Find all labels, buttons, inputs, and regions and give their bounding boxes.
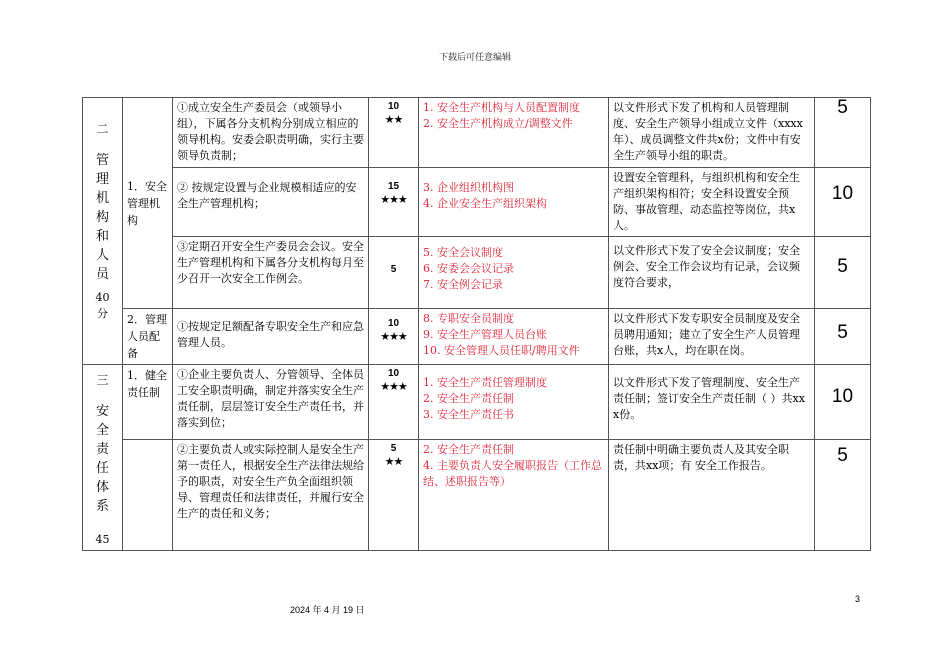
category-char: 任 (95, 461, 109, 476)
evidence-cell: 设置安全管理科，与组织机构和安全生产组织架构相符；安全科设置安全预防、事故管理、动态监控等岗位，共x人。 (609, 168, 815, 237)
category-char: 员 (95, 267, 109, 282)
category-cell (83, 365, 123, 551)
score-cell (815, 440, 871, 551)
doc-item: 10. 安全管理人员任职/聘用文件 (423, 344, 580, 357)
points-value: 10 (387, 318, 400, 329)
evidence-cell: 以文件形式下发专职安全员制度及安全员聘用通知；建立了安全生产人员管理台账，共x人，均在职在岗。 (609, 309, 815, 365)
doc-item: 1. 安全生产责任管理制度 (423, 376, 547, 389)
category-char: 和 (95, 229, 109, 244)
points-value: 15 (387, 181, 400, 192)
star-rating: ★★★ (380, 193, 407, 206)
doc-item: 5. 安全会议制度 (423, 246, 503, 259)
category-char: 人 (95, 248, 109, 263)
table-row (83, 365, 871, 440)
category-char: 体 (95, 480, 109, 495)
category-char: 构 (95, 210, 109, 225)
doc-item: 3. 安全生产责任书 (423, 408, 514, 421)
score-value: 5 (837, 256, 848, 277)
doc-item: 2. 安全生产机构成立/调整文件 (423, 117, 573, 130)
docs-cell (419, 168, 609, 237)
score-value: 5 (837, 97, 848, 118)
points-cell (369, 98, 419, 168)
points-value: 10 (387, 368, 400, 379)
doc-item: 9. 安全生产管理人员台账 (423, 328, 547, 341)
category-number: 二 (96, 122, 109, 136)
subcategory-cell: 2．管理人员配备 (123, 309, 173, 365)
category-char: 系 (95, 499, 109, 514)
points-cell (369, 309, 419, 365)
score-cell (815, 365, 871, 440)
doc-item: 3. 企业组织机构图 (423, 181, 514, 194)
score-cell (815, 98, 871, 168)
points-cell (369, 237, 419, 309)
category-char: 安 (95, 404, 109, 419)
category-score: 45 (95, 533, 110, 546)
table-row (83, 237, 871, 309)
doc-item: 4. 主要负责人安全履职报告（工作总结、述职报告等） (423, 459, 602, 489)
points-cell (369, 365, 419, 440)
points-value: 5 (390, 443, 397, 455)
assessment-table (82, 97, 871, 551)
star-rating: ★★ (384, 113, 403, 126)
category-char: 管 (95, 153, 109, 168)
category-char: 全 (95, 423, 109, 438)
evidence-cell: 以文件形式下发了机构和人员管理制度、安全生产领导小组成立文件（xxxx年）、成员调整文件共x份；文件中有安全生产领导小组的职责。 (609, 98, 815, 168)
category-cell (83, 98, 123, 365)
score-cell (815, 168, 871, 237)
standard-cell: ② 按规定设置与企业规模相适应的安全生产管理机构； (173, 168, 369, 237)
category-number: 三 (96, 373, 109, 387)
standard-cell: ①按规定足额配备专职安全生产和应急管理人员。 (173, 309, 369, 365)
points-cell (369, 440, 419, 551)
score-value: 5 (837, 445, 848, 467)
category-char: 机 (95, 191, 109, 206)
evidence-cell: 责任制中明确主要负责人及其安全职责，共xx项；有 安全工作报告。 (609, 440, 815, 551)
points-value: 10 (387, 101, 400, 112)
docs-cell (419, 440, 609, 551)
subcategory-label: 1．安全管理机构 (127, 180, 167, 227)
star-rating: ★★★ (380, 330, 407, 343)
header-note: 下载后可任意编辑 (438, 53, 511, 63)
table-row (83, 168, 871, 237)
doc-item: 7. 安全例会记录 (423, 278, 503, 291)
category-score: 40 分 (95, 291, 110, 320)
doc-item: 1. 安全生产机构与人员配置制度 (423, 101, 580, 114)
standard-cell: ①企业主要负责人、分管领导、全体员工安全职责明确，制定并落实安全生产责任制，层层签订安全生产责任书，并落实到位； (173, 365, 369, 440)
docs-cell (419, 98, 609, 168)
subcategory-cell (123, 98, 173, 309)
points-value: 5 (390, 264, 397, 275)
doc-item: 2. 安全生产责任制 (423, 392, 514, 405)
table-row (83, 98, 871, 168)
subcategory-cell (123, 440, 173, 551)
standard-cell: ③定期召开安全生产委员会会议。安全生产管理机构和下属各分支机构每月至少召开一次安全工作例会。 (173, 237, 369, 309)
footer-date: 2024 年 4 月 19 日 (290, 605, 365, 615)
table-row (83, 309, 871, 365)
doc-item: 8. 专职安全员制度 (423, 312, 514, 325)
doc-item: 6. 安委会会议记录 (423, 262, 514, 275)
doc-item: 4. 企业安全生产组织架构 (423, 197, 547, 210)
category-char: 理 (95, 172, 109, 187)
standard-cell: ①成立安全生产委员会（或领导小组），下属各分支机构分别成立相应的领导机构。安委会职责明确，实行主要领导负责制； (173, 98, 369, 168)
evidence-cell: 以文件形式下发了安全会议制度；安全例会、安全工作会议均有记录，会议频度符合要求， (609, 237, 815, 309)
star-rating: ★★★ (380, 380, 407, 393)
score-value: 10 (831, 386, 854, 407)
table-row (83, 440, 871, 551)
points-cell (369, 168, 419, 237)
docs-cell (419, 237, 609, 309)
evidence-cell: 以文件形式下发了管理制度、安全生产责任制；签订安全生产责任制（ ）共xxx份。 (609, 365, 815, 440)
score-value: 10 (831, 183, 854, 204)
score-value: 5 (837, 322, 848, 343)
page-number: 3 (855, 594, 861, 604)
subcategory-cell: 1．健全责任制 (123, 365, 173, 440)
standard-cell: ②主要负责人或实际控制人是安全生产第一责任人，根据安全生产法律法规给予的职责，对安全生产负全面组织领导、管理责任和法律责任，并履行安全生产的责任和义务； (173, 440, 369, 551)
doc-item: 2. 安全生产责任制 (423, 443, 514, 457)
score-cell (815, 309, 871, 365)
docs-cell (419, 309, 609, 365)
docs-cell (419, 365, 609, 440)
star-rating: ★★ (384, 455, 403, 469)
category-char: 责 (95, 442, 109, 457)
score-cell (815, 237, 871, 309)
